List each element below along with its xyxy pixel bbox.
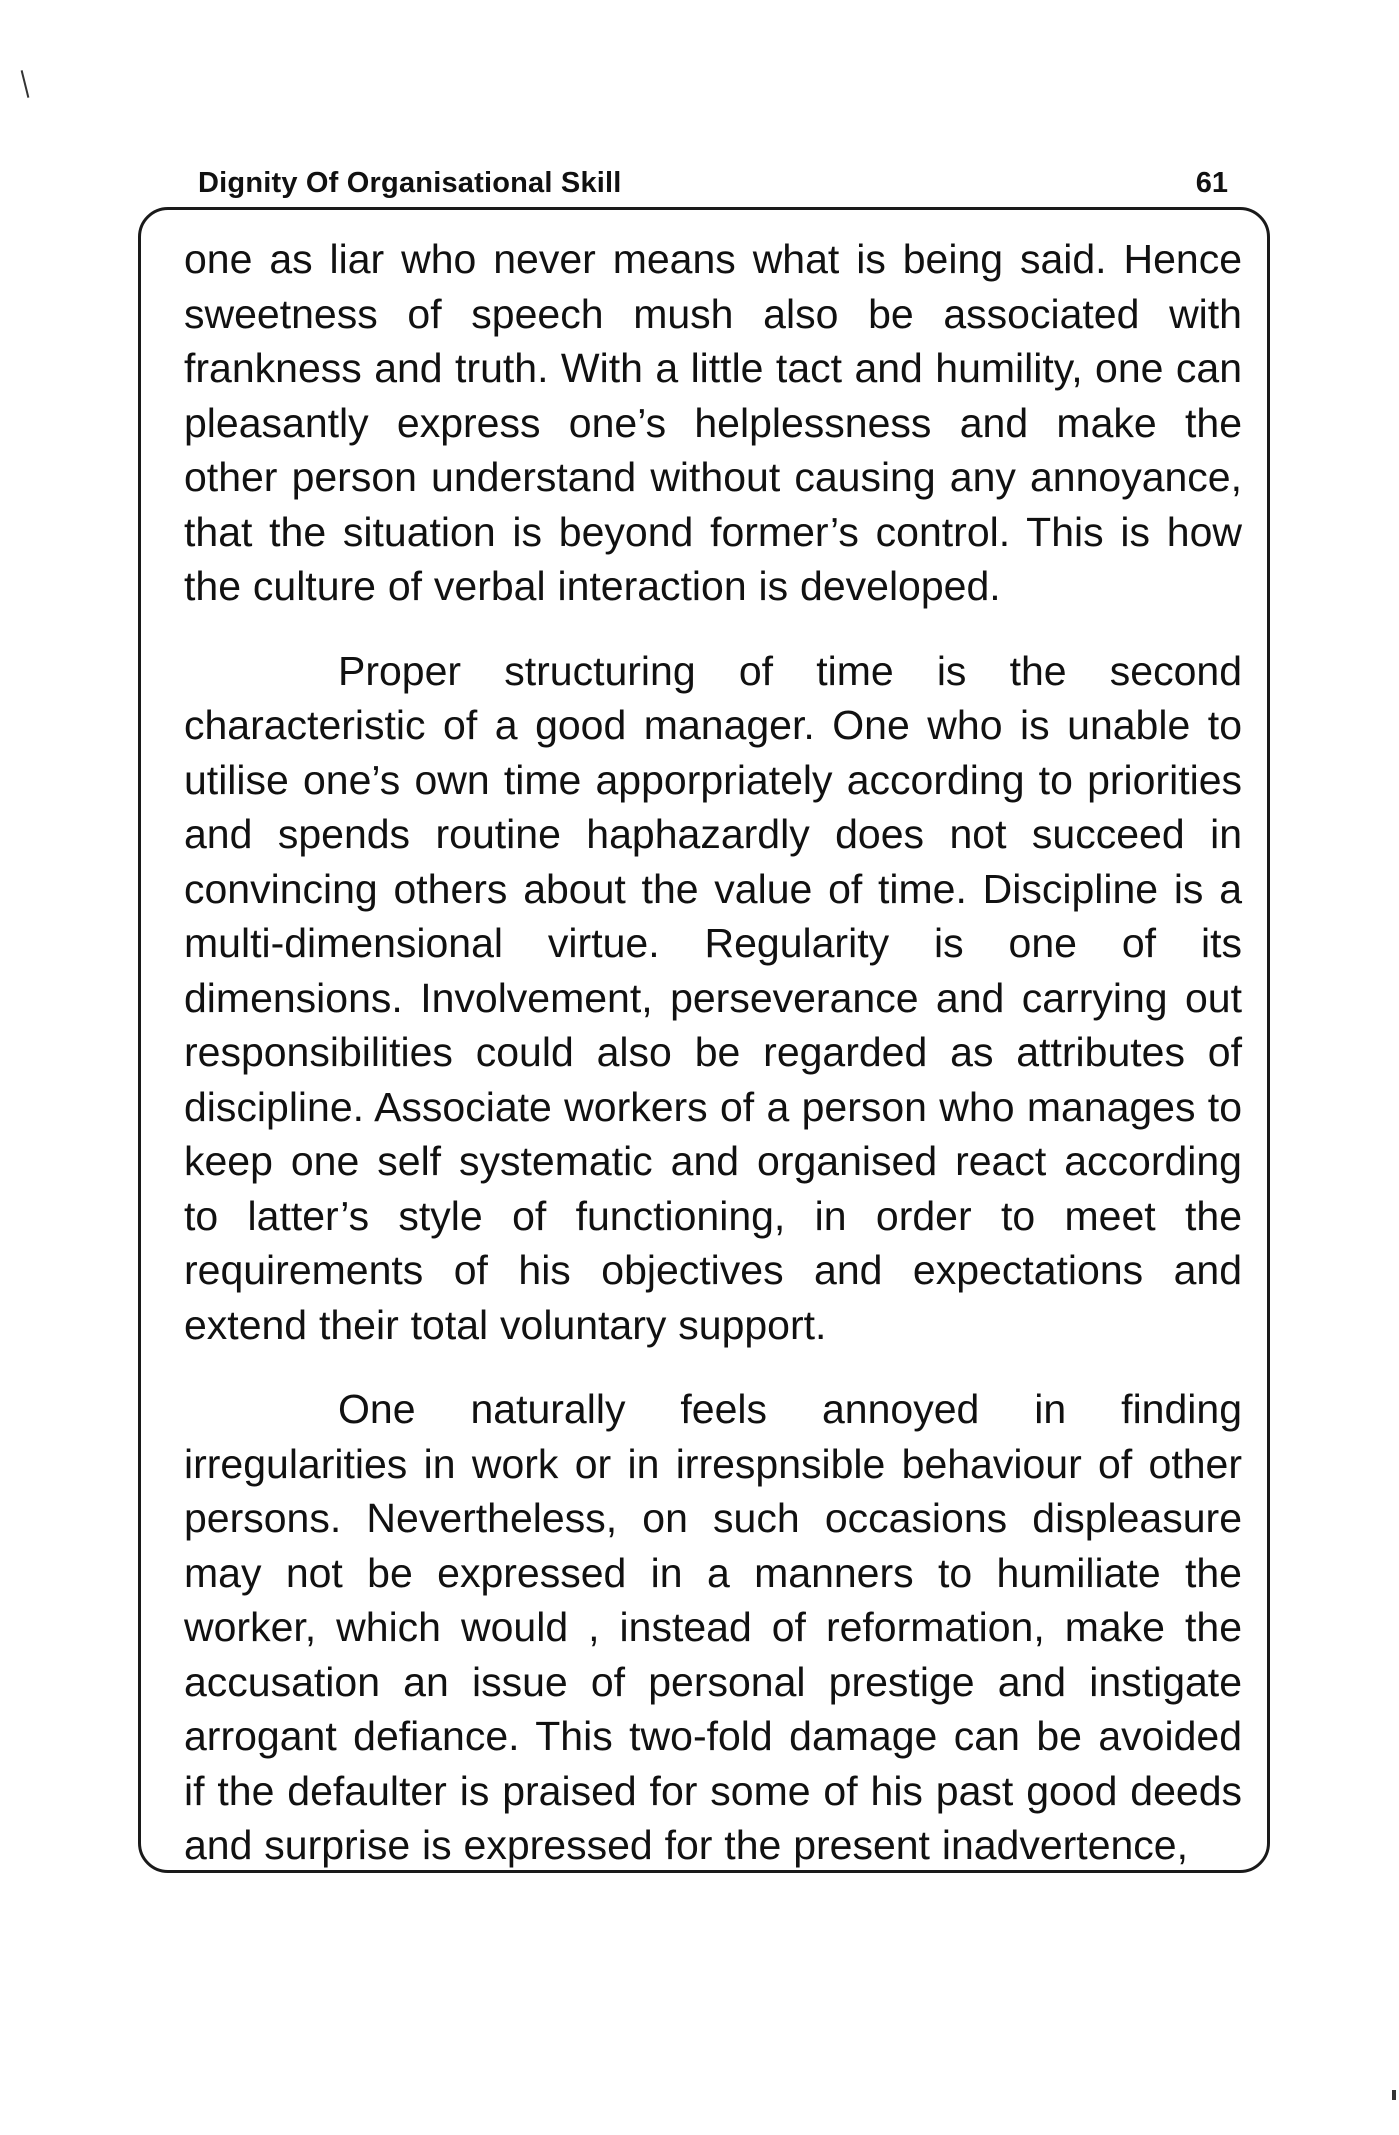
scan-mark xyxy=(21,70,30,98)
page-number: 61 xyxy=(1195,167,1228,199)
running-title: Dignity Of Organisational Skill xyxy=(198,167,622,199)
body-text xyxy=(184,232,1242,1873)
paragraph-1: one as liar who never means what is being said. Hence sweetness of speech mush also be associated with frankness and truth. With a little tact and humility, one can pleasantly express one’s helplessness and make the other person understand without causing any annoyance, that the situation is beyond former’s control. This is how the culture of verbal interaction is developed. xyxy=(184,236,1242,609)
scan-mark xyxy=(1392,2090,1396,2100)
paragraph-2: Proper structuring of time is the second characteristic of a good manager. One who is unable to utilise one’s own time apporpriately according to priorities and spends routine haphazardly does not succeed in convincing others about the value of time. Discipline is a multi-dimensional virtue. Regularity is one of its dimensions. Involvement, perseverance and carrying out responsibilities could also be regarded as attributes of discipline. Associate workers of a person who manages to keep one self systematic and organised react according to latter’s style of functioning, in order to meet the requirements of his objectives and expectations and extend their total voluntary support. xyxy=(184,647,1242,1348)
running-header xyxy=(198,163,1228,207)
paragraph-3: One naturally feels annoyed in finding irregularities in work or in irrespnsible behaviour of other persons. Nevertheless, on such occasions displeasure may not be expressed in a manners to humiliate the worker, which would , instead of reformation, make the accusation an issue of personal prestige and instigate arrogant defiance. This two-fold damage can be avoided if the defaulter is praised for some of his past good deeds and surprise is expressed for the present inadvertence, xyxy=(184,1386,1242,1868)
